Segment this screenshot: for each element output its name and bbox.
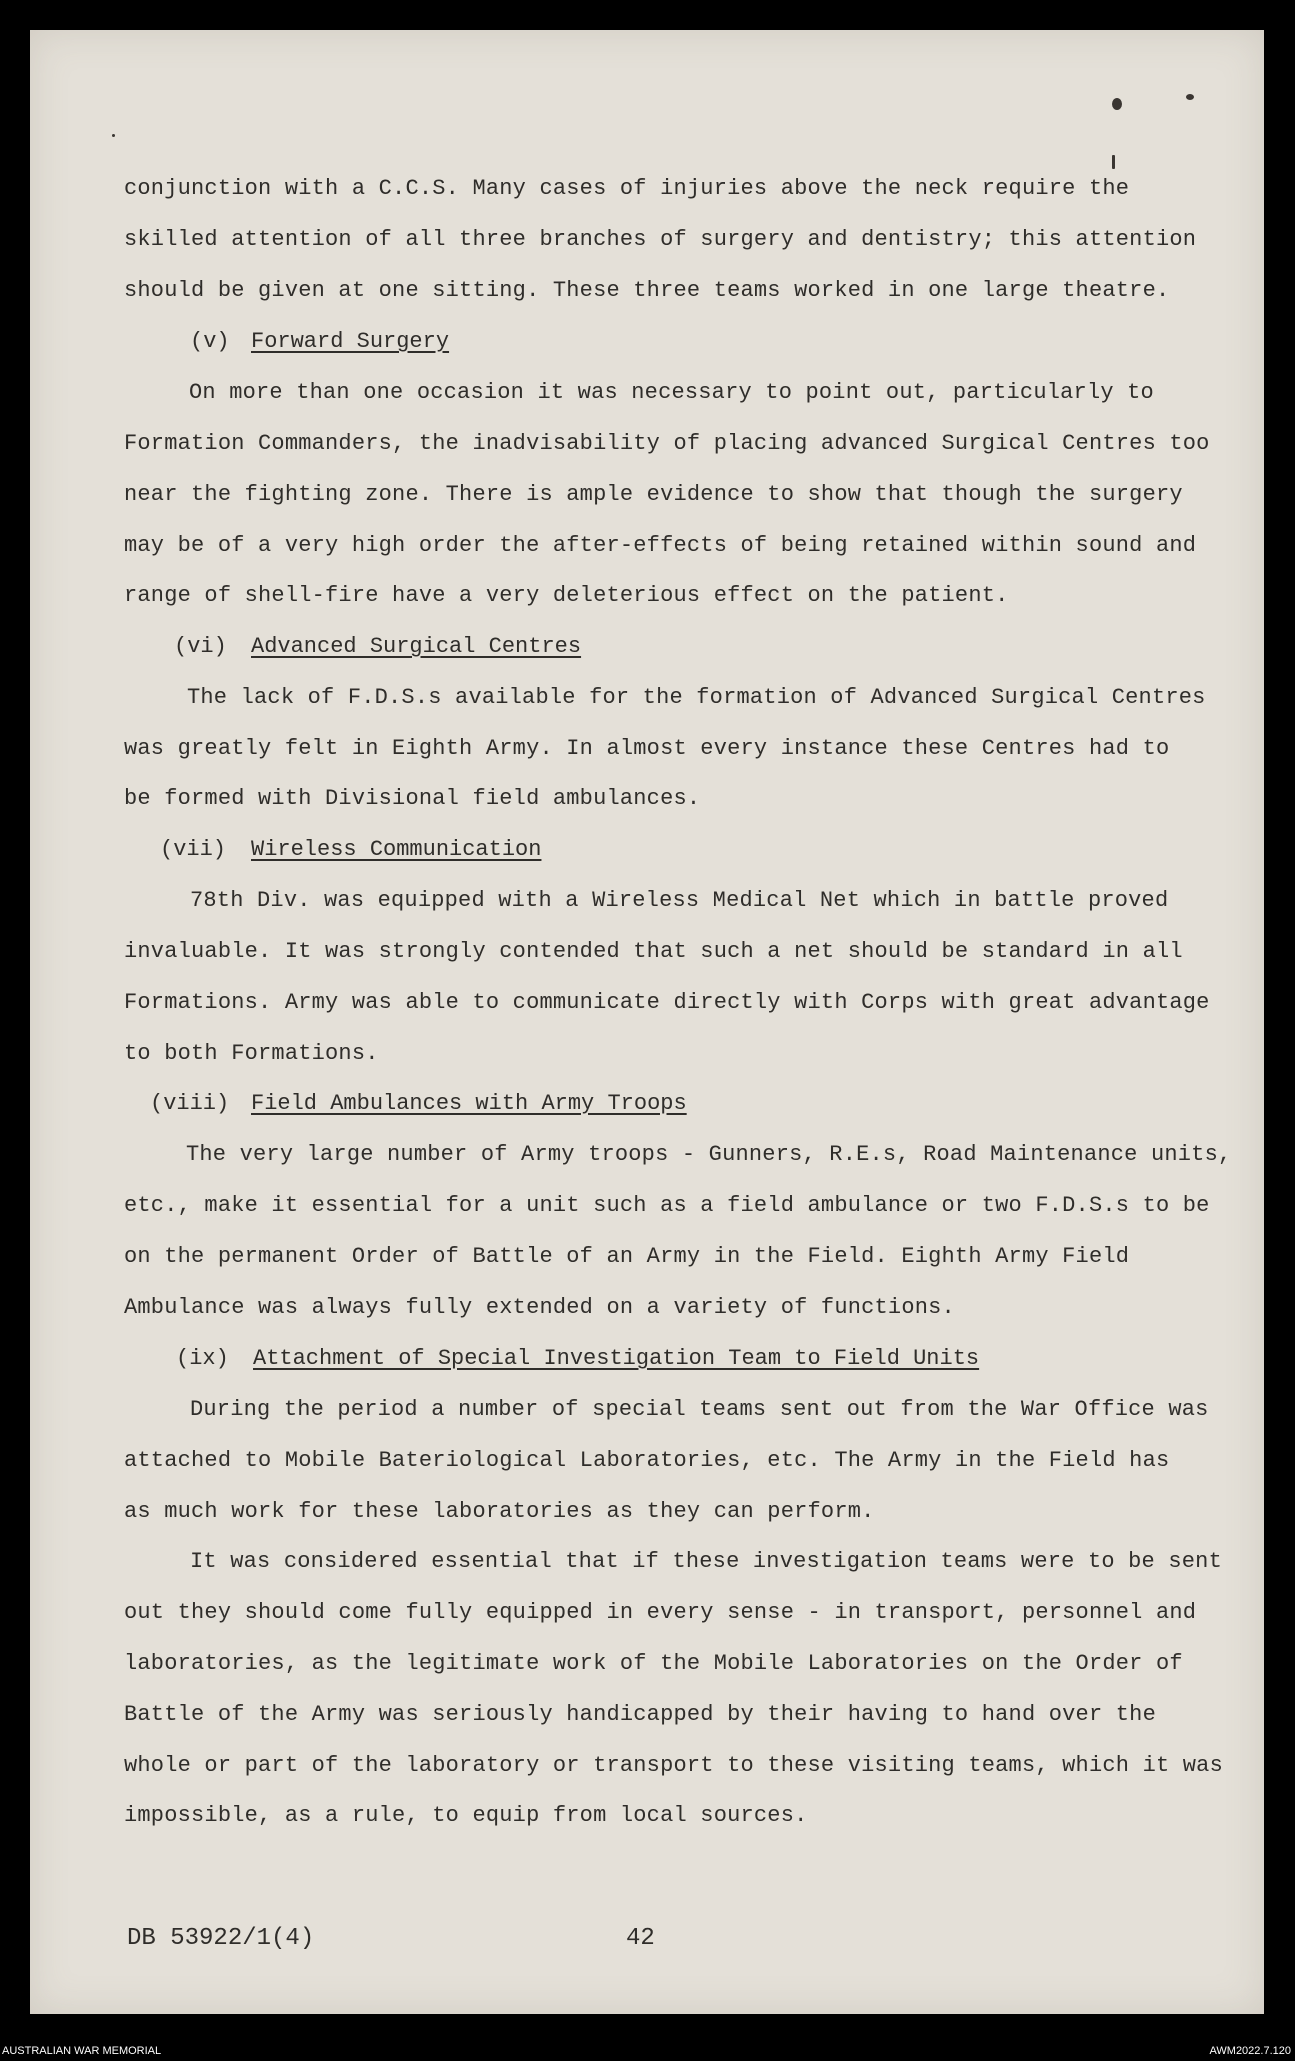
body-line: etc., make it essential for a unit such as a field ambulance or two F.D.S.s to be <box>124 1193 1210 1218</box>
body-line: Ambulance was always fully extended on a variety of functions. <box>124 1295 955 1320</box>
body-line: Battle of the Army was seriously handicapped by their having to hand over the <box>124 1702 1156 1727</box>
body-line: attached to Mobile Bateriological Laboratories, etc. The Army in the Field has <box>124 1448 1170 1473</box>
body-line: was greatly felt in Eighth Army. In almost every instance these Centres had to <box>124 736 1170 761</box>
section-heading: Wireless Communication <box>251 837 542 862</box>
body-line: Formations. Army was able to communicate directly with Corps with great advantage <box>124 990 1210 1015</box>
section-heading: Forward Surgery <box>251 329 450 354</box>
section-heading: Advanced Surgical Centres <box>251 634 582 659</box>
body-line: to both Formations. <box>124 1041 379 1066</box>
body-line: may be of a very high order the after-effects of being retained within sound and <box>124 533 1197 558</box>
section-number: (v) <box>190 329 230 354</box>
paper-mark <box>1112 98 1122 110</box>
archive-credit: AUSTRALIAN WAR MEMORIAL <box>2 2045 162 2057</box>
body-line: whole or part of the laboratory or transport to these visiting teams, which it was <box>124 1753 1223 1778</box>
body-line: on the permanent Order of Battle of an Army in the Field. Eighth Army Field <box>124 1244 1130 1269</box>
body-line: invaluable. It was strongly contended that such a net should be standard in all <box>124 939 1183 964</box>
archive-accession: AWM2022.7.120 <box>1209 2045 1291 2057</box>
section-number: (ix) <box>176 1346 229 1371</box>
body-line: impossible, as a rule, to equip from local sources. <box>124 1803 808 1828</box>
page-number: 42 <box>626 1925 655 1952</box>
body-line: On more than one occasion it was necessary to point out, particularly to <box>189 380 1154 405</box>
section-number: (vi) <box>174 634 227 659</box>
paper-mark <box>112 134 115 137</box>
body-line: 78th Div. was equipped with a Wireless Medical Net which in battle proved <box>190 888 1169 913</box>
body-line: range of shell-fire have a very deleterious effect on the patient. <box>124 583 1009 608</box>
document-reference: DB 53922/1(4) <box>127 1925 315 1952</box>
section-number: (viii) <box>150 1091 230 1116</box>
body-line: as much work for these laboratories as they can perform. <box>124 1499 875 1524</box>
paper-mark <box>1186 94 1194 100</box>
body-line: should be given at one sitting. These three teams worked in one large theatre. <box>124 278 1170 303</box>
body-line: The very large number of Army troops - Gunners, R.E.s, Road Maintenance units, <box>186 1142 1232 1167</box>
body-line: be formed with Divisional field ambulances. <box>124 786 701 811</box>
body-line: It was considered essential that if these investigation teams were to be sent <box>190 1549 1222 1574</box>
body-line: near the fighting zone. There is ample evidence to show that though the surgery <box>124 482 1183 507</box>
body-line: During the period a number of special teams sent out from the War Office was <box>190 1397 1209 1422</box>
section-number: (vii) <box>160 837 227 862</box>
body-line: out they should come fully equipped in every sense - in transport, personnel and <box>124 1600 1197 1625</box>
body-line: conjunction with a C.C.S. Many cases of injuries above the neck require the <box>124 176 1130 201</box>
section-heading: Field Ambulances with Army Troops <box>251 1091 687 1116</box>
section-heading: Attachment of Special Investigation Team to Field Units <box>253 1346 980 1371</box>
body-line: skilled attention of all three branches of surgery and dentistry; this attention <box>124 227 1197 252</box>
paper-mark <box>1112 155 1115 169</box>
body-line: Formation Commanders, the inadvisability of placing advanced Surgical Centres too <box>124 431 1210 456</box>
body-line: laboratories, as the legitimate work of the Mobile Laboratories on the Order of <box>124 1651 1183 1676</box>
body-line: The lack of F.D.S.s available for the formation of Advanced Surgical Centres <box>187 685 1206 710</box>
